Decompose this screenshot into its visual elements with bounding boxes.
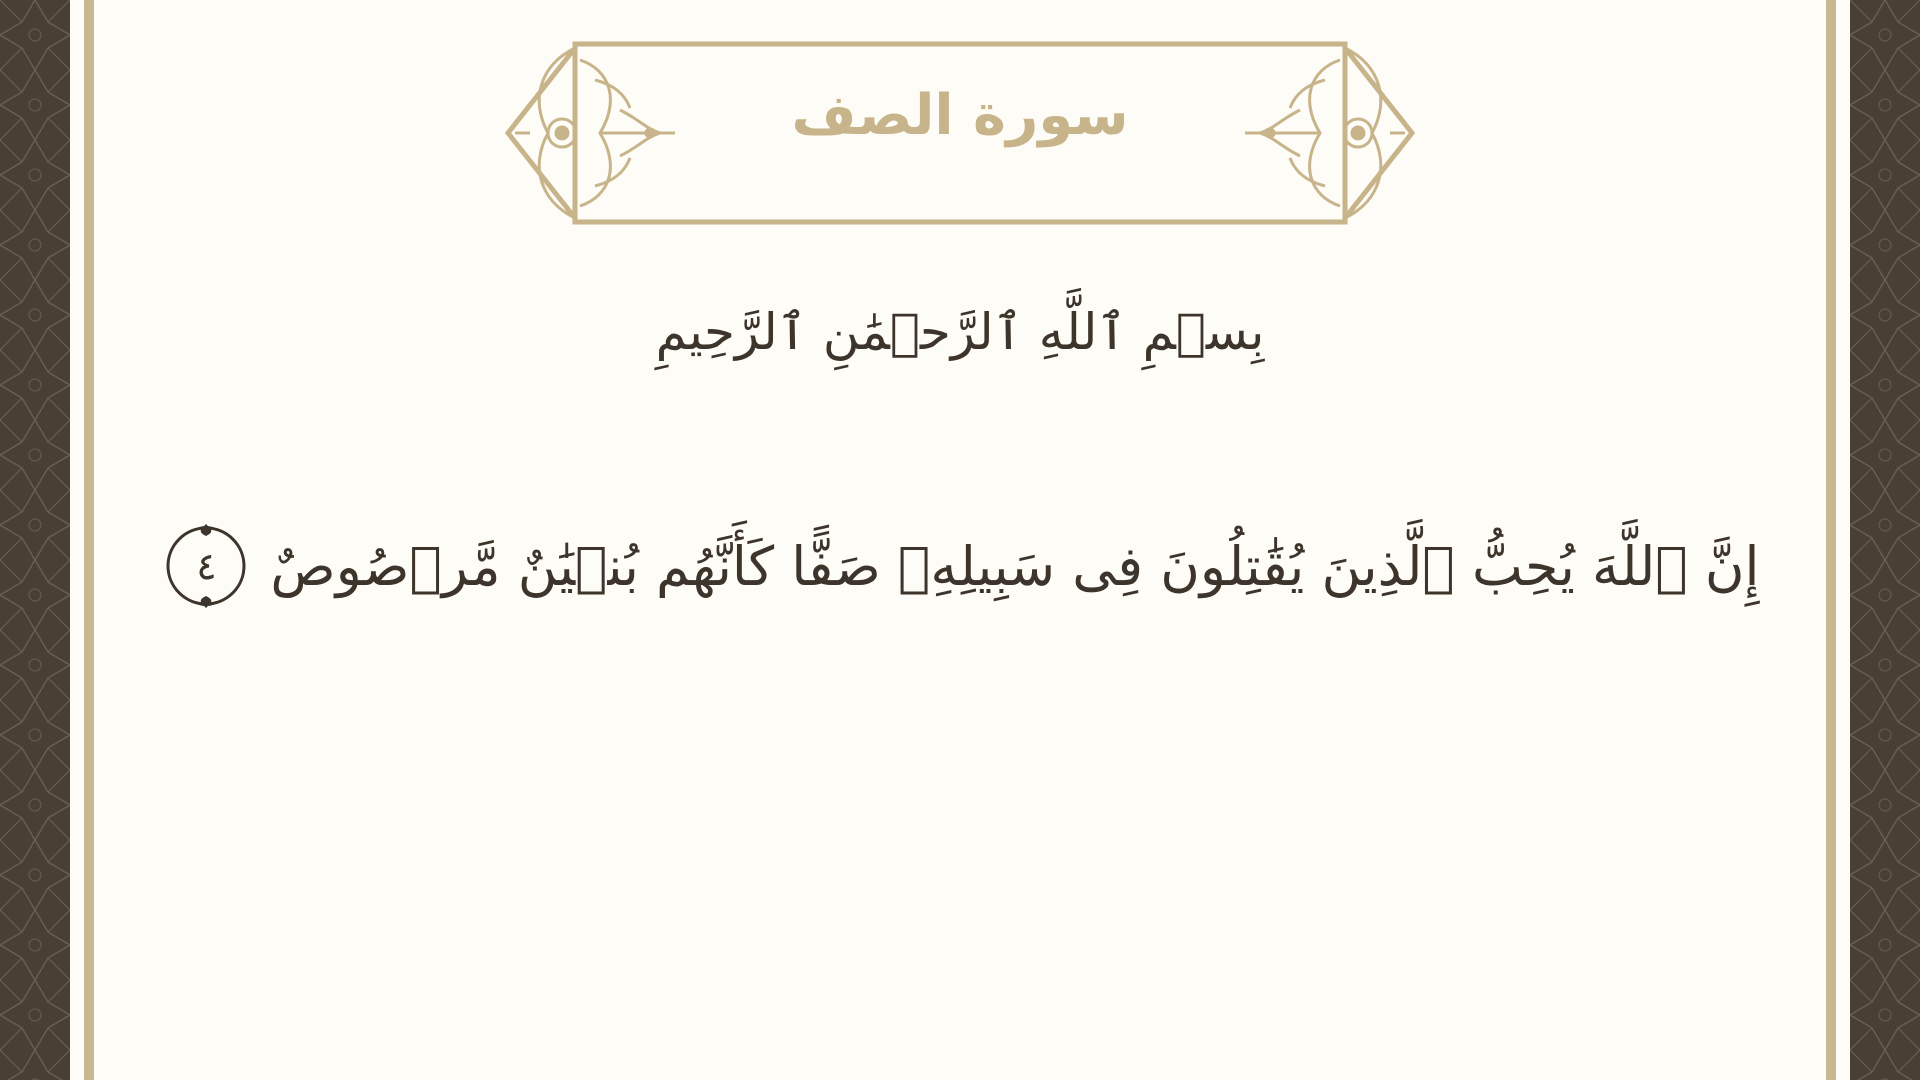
surah-title: سورة الصف (791, 83, 1129, 148)
verse-line (120, 520, 1800, 612)
left-ornamental-border (0, 0, 70, 1080)
geometric-pattern-icon (0, 0, 70, 1080)
geometric-pattern-icon (1850, 0, 1920, 1080)
left-gold-rule (84, 0, 94, 1080)
basmala: بِسۡمِ ٱللَّهِ ٱلرَّحۡمَٰنِ ٱلرَّحِيمِ (655, 303, 1265, 361)
verse-number: ٤ (196, 544, 217, 588)
verse-end-marker (160, 520, 252, 612)
right-gold-rule (1826, 0, 1836, 1080)
verse-text: إِنَّ ٱللَّهَ يُحِبُّ ٱلَّذِينَ يُقَٰتِلُونَ فِى سَبِيلِهِۦ صَفًّا كَأَنَّهُم بُنۡيَٰنٌ مَّرۡصُوصٌ (270, 534, 1760, 598)
right-ornamental-border (1850, 0, 1920, 1080)
